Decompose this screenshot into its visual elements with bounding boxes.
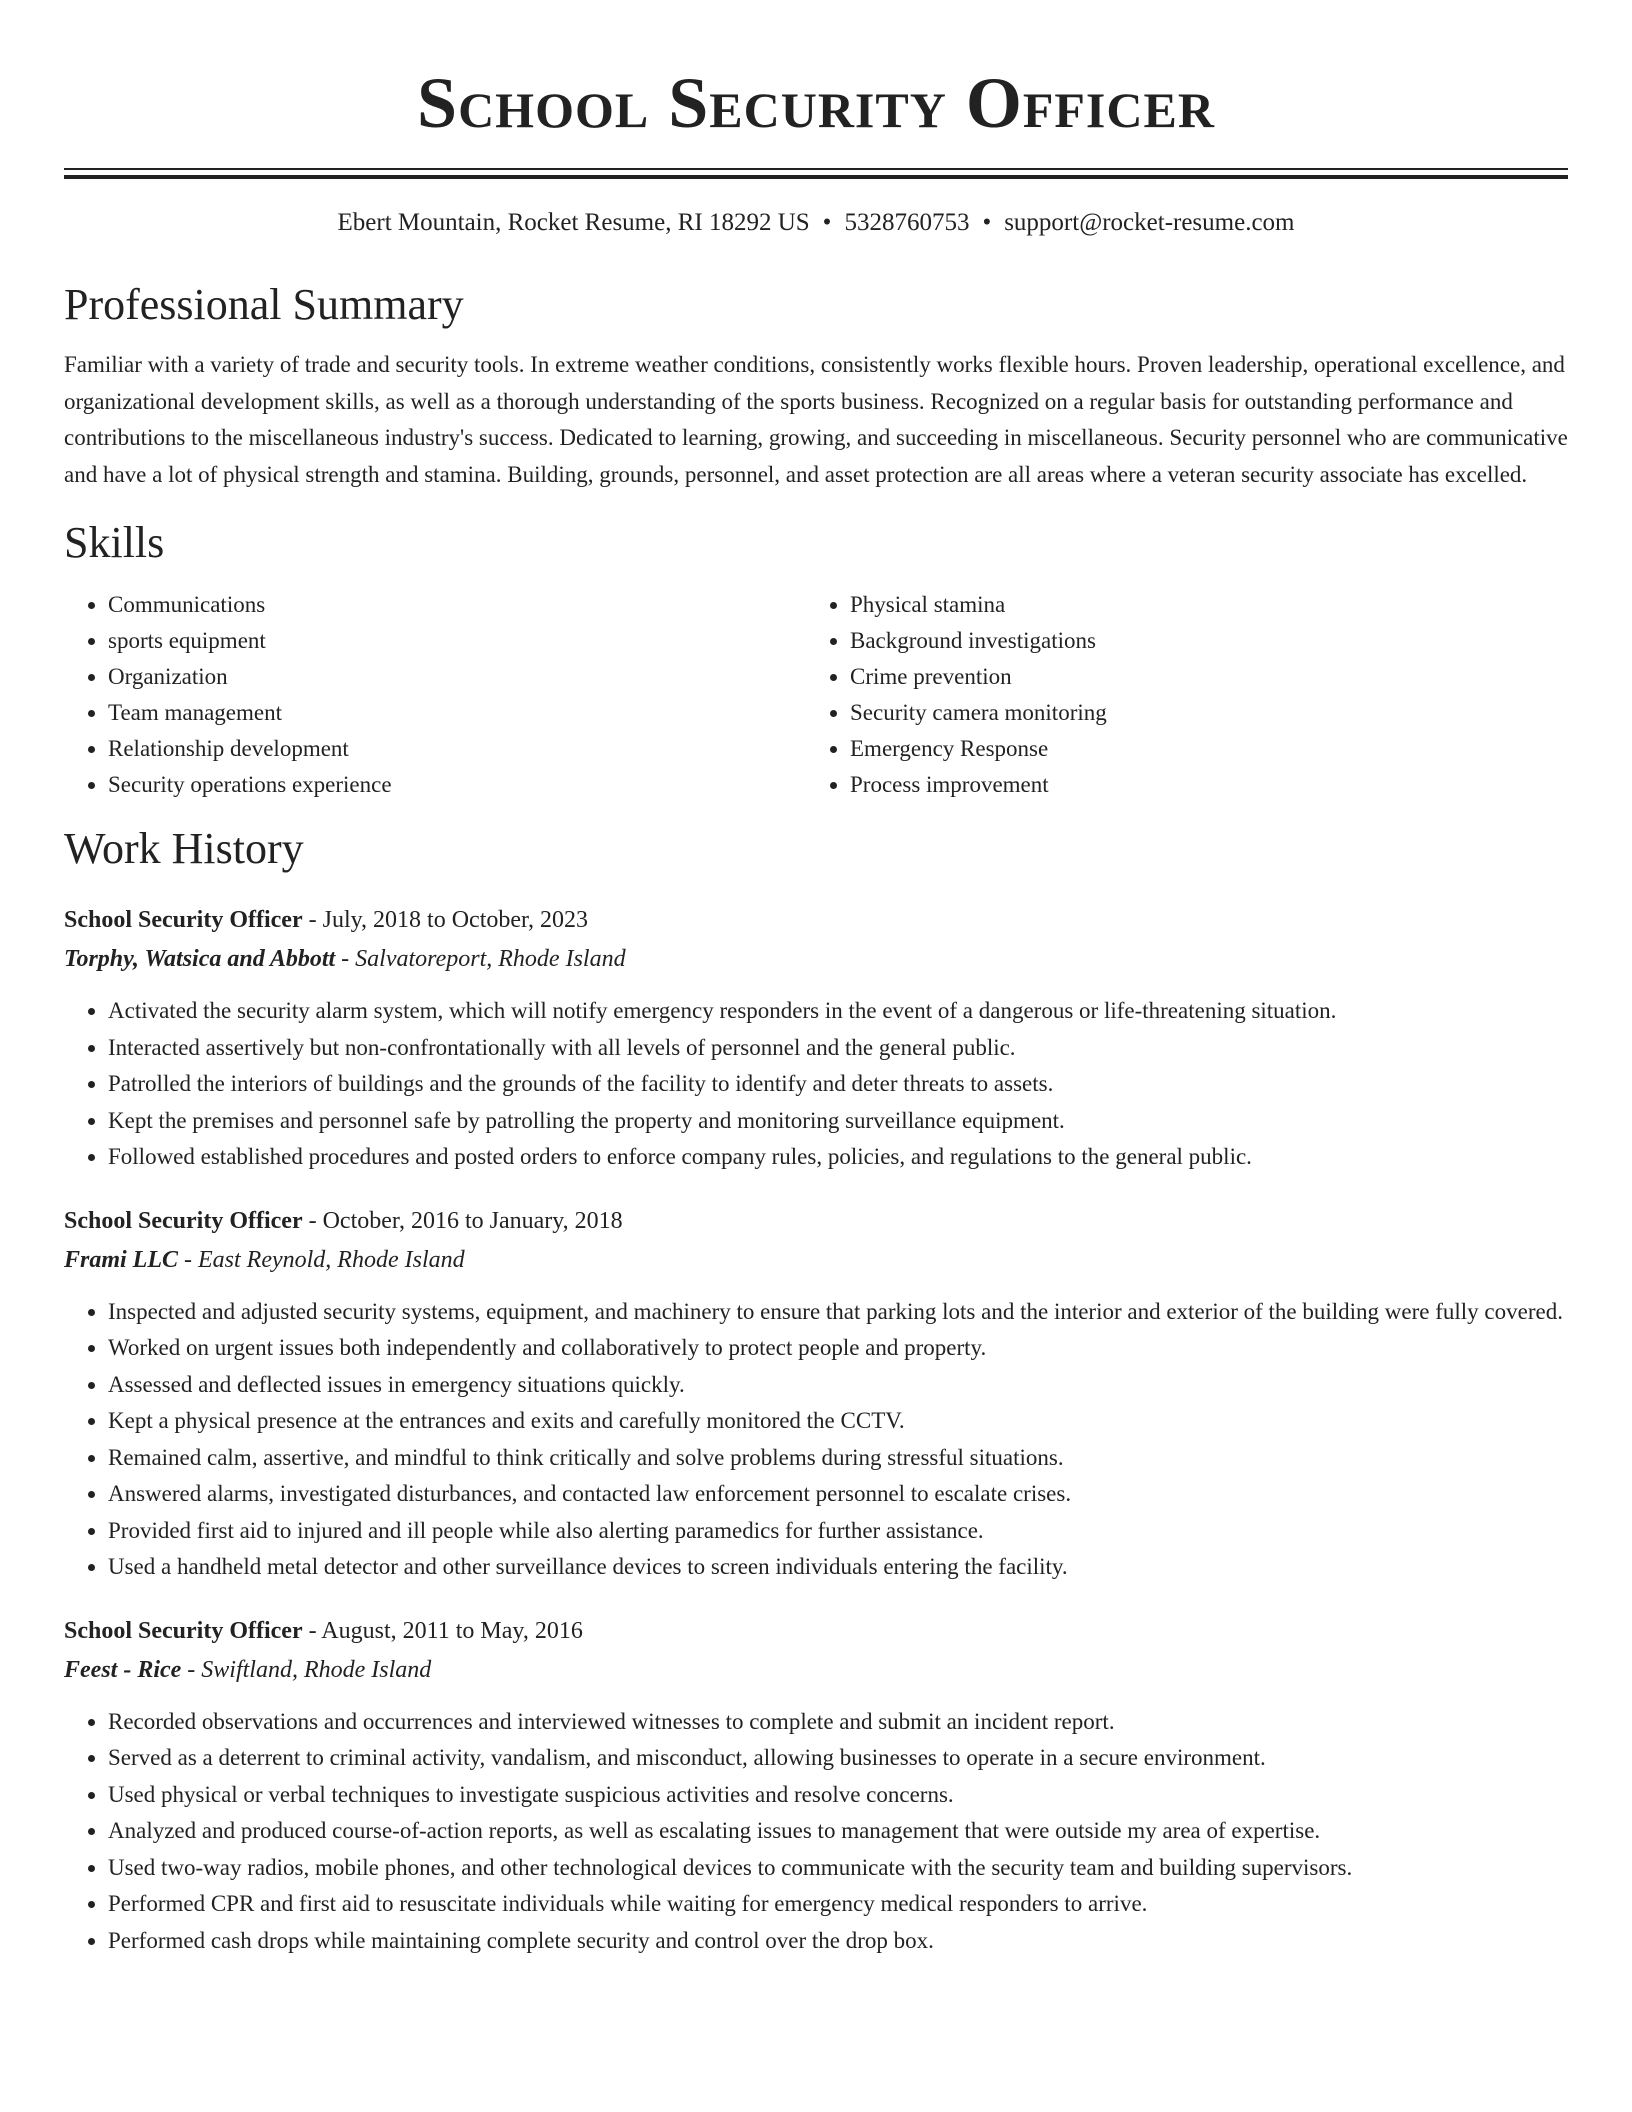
job-dates: - August, 2011 to May, 2016 [302, 1617, 583, 1644]
job-position: School Security Officer [64, 1207, 303, 1234]
job-duty: • Answered alarms, investigated disturbances, and contacted law enforcement personnel to escalate crises. [108, 1476, 1568, 1513]
skills-column-left [64, 587, 806, 803]
job-duties [64, 1294, 1568, 1586]
contact-address: Ebert Mountain, Rocket Resume, RI 18292 US [337, 209, 810, 236]
job-entry [64, 1202, 1568, 1586]
skill-item: • Process improvement [850, 767, 1548, 803]
job-duty: • Interacted assertively but non-confrontationally with all levels of personnel and the general public. [108, 1030, 1568, 1067]
job-duty: • Used a handheld metal detector and other surveillance devices to screen individuals entering the facility. [108, 1549, 1568, 1586]
job-entry [64, 1612, 1568, 1960]
job-duty: • Recorded observations and occurrences and interviewed witnesses to complete and submit an incident report. [108, 1704, 1568, 1741]
contact-phone: 5328760753 [844, 209, 970, 236]
job-header [64, 1612, 1568, 1651]
contact-separator: • [982, 209, 992, 236]
job-duty: • Kept the premises and personnel safe by patrolling the property and monitoring surveillance equipment. [108, 1103, 1568, 1140]
summary-text: Familiar with a variety of trade and security tools. In extreme weather conditions, consistently works flexible hours. Proven leadership, operational excellence, and organizational development skills, as well as a thorough understanding of the sports business. Recognized on a regular basis for outstanding performance and contributions to the miscellaneous industry's success. Dedicated to learning, growing, and succeeding in miscellaneous. Security personnel who are communicative and have a lot of physical strength and stamina. Building, grounds, personnel, and asset protection are all areas where a veteran security associate has excelled. [64, 352, 1568, 487]
job-duty: • Remained calm, assertive, and mindful to think critically and solve problems during stressful situations. [108, 1440, 1568, 1477]
job-duty: • Provided first aid to injured and ill people while also alerting paramedics for further assistance. [108, 1513, 1568, 1550]
job-employer: Torphy, Watsica and Abbott [64, 946, 336, 972]
job-duty: • Activated the security alarm system, which will notify emergency responders in the event of a dangerous or life-threatening situation. [108, 993, 1568, 1030]
contact-line [64, 207, 1568, 239]
skill-item: • Background investigations [850, 623, 1548, 659]
job-location: - East Reynold, Rhode Island [178, 1246, 465, 1273]
skills-column-right [806, 587, 1548, 803]
skills-heading: Skills [64, 518, 165, 567]
job-employer: Frami LLC [64, 1246, 179, 1273]
job-duty: • Patrolled the interiors of buildings and the grounds of the facility to identify and deter threats to assets. [108, 1066, 1568, 1103]
job-duty: • Performed CPR and first aid to resuscitate individuals while waiting for emergency medical responders to arrive. [108, 1886, 1568, 1923]
contact-separator: • [822, 209, 832, 236]
job-duties [64, 993, 1568, 1176]
job-position: School Security Officer [64, 907, 303, 933]
job-location: - Salvatoreport, Rhode Island [335, 946, 626, 972]
skill-item: • sports equipment [108, 623, 806, 659]
skill-item: • Relationship development [108, 731, 806, 767]
job-duty: • Used physical or verbal techniques to investigate suspicious activities and resolve concerns. [108, 1777, 1568, 1814]
job-duty: • Performed cash drops while maintaining complete security and control over the drop box. [108, 1923, 1568, 1960]
job-duty: • Analyzed and produced course-of-action reports, as well as escalating issues to management that were outside my area of expertise. [108, 1813, 1568, 1850]
job-location: - Swiftland, Rhode Island [181, 1656, 432, 1683]
skill-item: • Organization [108, 659, 806, 695]
job-header [64, 1202, 1568, 1241]
title-divider-thin [64, 168, 1568, 170]
job-employer: Feest - Rice [64, 1656, 182, 1683]
skill-item: • Security camera monitoring [850, 695, 1548, 731]
job-duty: • Inspected and adjusted security systems, equipment, and machinery to ensure that parking lots and the interior and exterior of the building were fully covered. [108, 1294, 1568, 1331]
job-duty: • Used two-way radios, mobile phones, and other technological devices to communicate with the security team and building supervisors. [108, 1850, 1568, 1887]
job-dates: - July, 2018 to October, 2023 [302, 907, 589, 933]
job-position: School Security Officer [64, 1617, 303, 1644]
title-divider-thick [64, 175, 1568, 179]
skill-item: • Physical stamina [850, 587, 1548, 623]
skills-list [64, 587, 1568, 803]
job-entry [64, 901, 1568, 1176]
job-duties [64, 1704, 1568, 1960]
skill-item: • Communications [108, 587, 806, 623]
resume-title: School Security Officer [417, 63, 1215, 143]
contact-email: support@rocket-resume.com [1004, 209, 1295, 236]
job-duty: • Kept a physical presence at the entrances and exits and carefully monitored the CCTV. [108, 1403, 1568, 1440]
job-header [64, 901, 1568, 940]
skill-item: • Team management [108, 695, 806, 731]
skill-item: • Security operations experience [108, 767, 806, 803]
job-employer-line [64, 1651, 1568, 1690]
job-duty: • Followed established procedures and posted orders to enforce company rules, policies, and regulations to the general public. [108, 1139, 1568, 1176]
job-employer-line [64, 1241, 1568, 1280]
job-duty: • Worked on urgent issues both independently and collaboratively to protect people and property. [108, 1330, 1568, 1367]
job-dates: - October, 2016 to January, 2018 [302, 1207, 623, 1234]
summary-heading: Professional Summary [64, 280, 464, 329]
skill-item: • Emergency Response [850, 731, 1548, 767]
job-employer-line [64, 940, 1568, 979]
job-duty: • Assessed and deflected issues in emergency situations quickly. [108, 1367, 1568, 1404]
work-history-heading: Work History [64, 824, 304, 873]
job-duty: • Served as a deterrent to criminal activity, vandalism, and misconduct, allowing businesses to operate in a secure environment. [108, 1740, 1568, 1777]
skill-item: • Crime prevention [850, 659, 1548, 695]
